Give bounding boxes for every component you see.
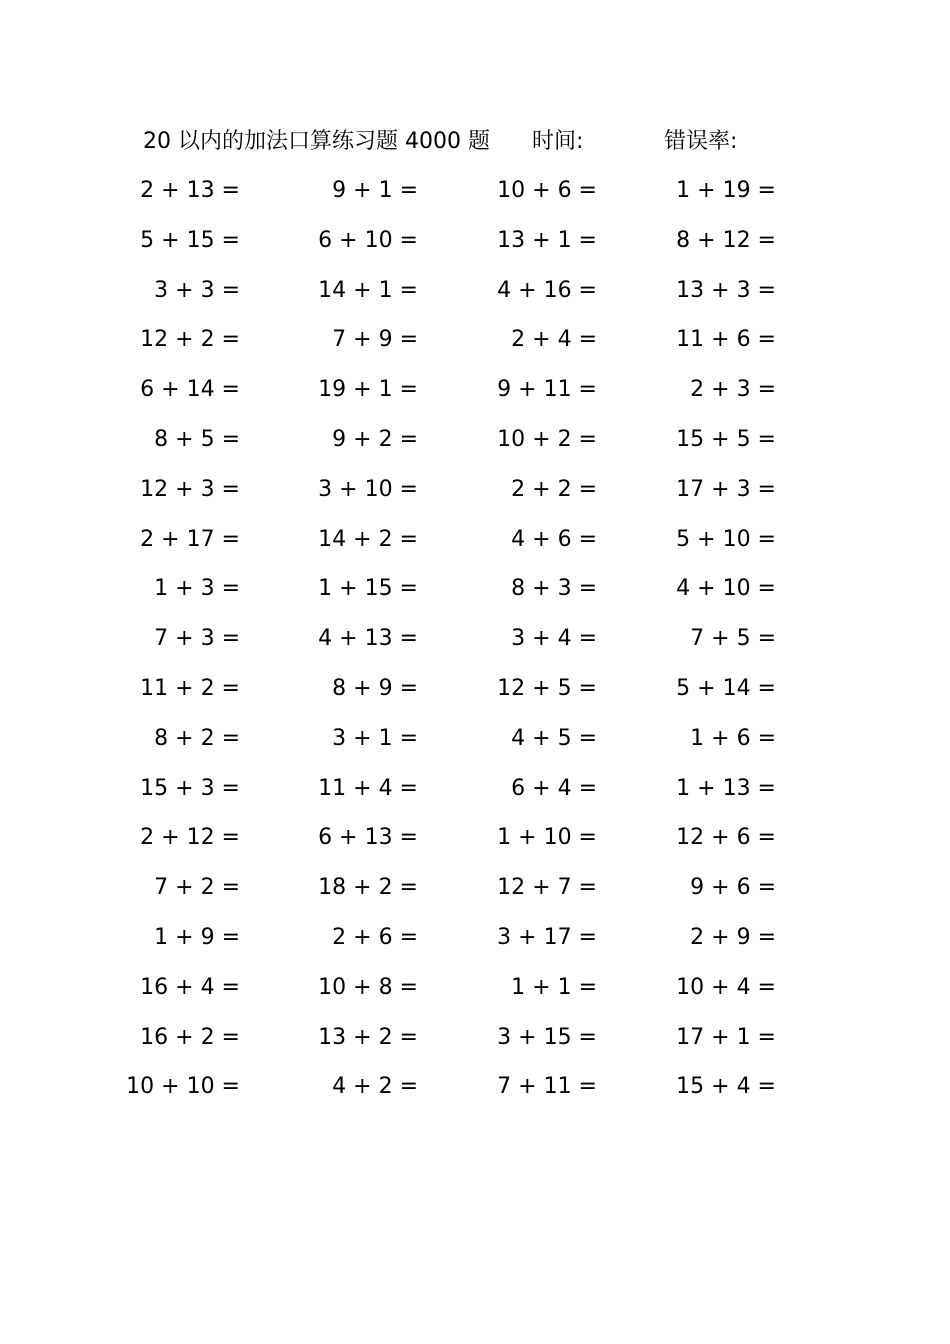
addition-problem: 14 + 1 = (318, 277, 418, 303)
addition-problem: 12 + 3 = (140, 476, 240, 502)
addition-problem: 4 + 6 = (511, 526, 597, 552)
worksheet-title: 20 以内的加法口算练习题 4000 题 (143, 129, 490, 154)
addition-problem: 16 + 2 = (140, 1024, 240, 1050)
addition-problem: 9 + 11 = (497, 377, 597, 403)
problem-row (0, 422, 950, 472)
problem-row (0, 621, 950, 671)
addition-problem: 7 + 3 = (154, 626, 240, 652)
addition-problem: 3 + 3 = (154, 277, 240, 303)
addition-problem: 15 + 3 = (140, 775, 240, 801)
problem-row (0, 472, 950, 522)
addition-problem: 13 + 1 = (497, 227, 597, 253)
addition-problem: 8 + 3 = (511, 576, 597, 602)
problem-row (0, 920, 950, 970)
problem-row (0, 1020, 950, 1070)
problem-row (0, 322, 950, 372)
addition-problem: 4 + 5 = (511, 725, 597, 751)
addition-problem: 17 + 3 = (676, 476, 776, 502)
addition-problem: 12 + 2 = (140, 327, 240, 353)
addition-problem: 2 + 2 = (511, 476, 597, 502)
addition-problem: 11 + 2 = (140, 675, 240, 701)
addition-problem: 4 + 13 = (318, 626, 418, 652)
addition-problem: 2 + 13 = (140, 178, 240, 203)
worksheet-header (143, 124, 843, 160)
addition-problem: 2 + 9 = (690, 924, 776, 950)
addition-problem: 13 + 3 = (676, 277, 776, 303)
addition-problem: 9 + 6 = (690, 875, 776, 901)
addition-problem: 10 + 10 = (126, 1074, 240, 1100)
addition-problem: 18 + 2 = (318, 875, 418, 901)
problem-row (0, 771, 950, 821)
addition-problem: 10 + 2 = (497, 426, 597, 452)
problem-row (0, 372, 950, 422)
addition-problem: 12 + 7 = (497, 875, 597, 901)
addition-problem: 12 + 5 = (497, 675, 597, 701)
addition-problem: 7 + 9 = (332, 327, 418, 353)
addition-problem: 10 + 8 = (318, 974, 418, 1000)
addition-problem: 7 + 2 = (154, 875, 240, 901)
addition-problem: 1 + 10 = (497, 825, 597, 851)
addition-problem: 16 + 4 = (140, 974, 240, 1000)
problem-grid (0, 173, 950, 1119)
addition-problem: 4 + 2 = (332, 1074, 418, 1100)
problem-row (0, 970, 950, 1020)
addition-problem: 5 + 14 = (676, 675, 776, 701)
addition-problem: 1 + 3 = (154, 576, 240, 602)
addition-problem: 2 + 12 = (140, 825, 240, 851)
addition-problem: 6 + 4 = (511, 775, 597, 801)
addition-problem: 15 + 5 = (676, 426, 776, 452)
time-label: 时间: (532, 129, 584, 154)
error-rate-label: 错误率: (664, 129, 738, 154)
problem-row (0, 571, 950, 621)
addition-problem: 10 + 6 = (497, 178, 597, 203)
addition-problem: 5 + 15 = (140, 227, 240, 253)
addition-problem: 2 + 17 = (140, 526, 240, 552)
addition-problem: 3 + 10 = (318, 476, 418, 502)
addition-problem: 17 + 1 = (676, 1024, 776, 1050)
addition-problem: 13 + 2 = (318, 1024, 418, 1050)
addition-problem: 9 + 2 = (332, 426, 418, 452)
addition-problem: 1 + 19 = (676, 178, 776, 203)
addition-problem: 2 + 4 = (511, 327, 597, 353)
problem-row (0, 820, 950, 870)
addition-problem: 1 + 13 = (676, 775, 776, 801)
addition-problem: 3 + 4 = (511, 626, 597, 652)
addition-problem: 7 + 11 = (497, 1074, 597, 1100)
addition-problem: 8 + 2 = (154, 725, 240, 751)
addition-problem: 2 + 3 = (690, 377, 776, 403)
addition-problem: 1 + 1 = (511, 974, 597, 1000)
addition-problem: 15 + 4 = (676, 1074, 776, 1100)
addition-problem: 5 + 10 = (676, 526, 776, 552)
problem-row (0, 870, 950, 920)
addition-problem: 6 + 13 = (318, 825, 418, 851)
addition-problem: 6 + 10 = (318, 227, 418, 253)
problem-row (0, 671, 950, 721)
addition-problem: 11 + 4 = (318, 775, 418, 801)
addition-problem: 1 + 6 = (690, 725, 776, 751)
addition-problem: 14 + 2 = (318, 526, 418, 552)
problem-row (0, 1069, 950, 1119)
addition-problem: 3 + 1 = (332, 725, 418, 751)
addition-problem: 2 + 6 = (332, 924, 418, 950)
addition-problem: 1 + 15 = (318, 576, 418, 602)
addition-problem: 7 + 5 = (690, 626, 776, 652)
addition-problem: 11 + 6 = (676, 327, 776, 353)
problem-row (0, 273, 950, 323)
problem-row (0, 522, 950, 572)
addition-problem: 3 + 17 = (497, 924, 597, 950)
problem-row (0, 223, 950, 273)
addition-problem: 19 + 1 = (318, 377, 418, 403)
addition-problem: 4 + 16 = (497, 277, 597, 303)
addition-problem: 8 + 5 = (154, 426, 240, 452)
problem-row (0, 173, 950, 223)
addition-problem: 8 + 9 = (332, 675, 418, 701)
addition-problem: 8 + 12 = (676, 227, 776, 253)
addition-problem: 12 + 6 = (676, 825, 776, 851)
addition-problem: 4 + 10 = (676, 576, 776, 602)
problem-row (0, 721, 950, 771)
addition-problem: 6 + 14 = (140, 377, 240, 403)
addition-problem: 9 + 1 = (332, 178, 418, 203)
addition-problem: 10 + 4 = (676, 974, 776, 1000)
addition-problem: 3 + 15 = (497, 1024, 597, 1050)
addition-problem: 1 + 9 = (154, 924, 240, 950)
